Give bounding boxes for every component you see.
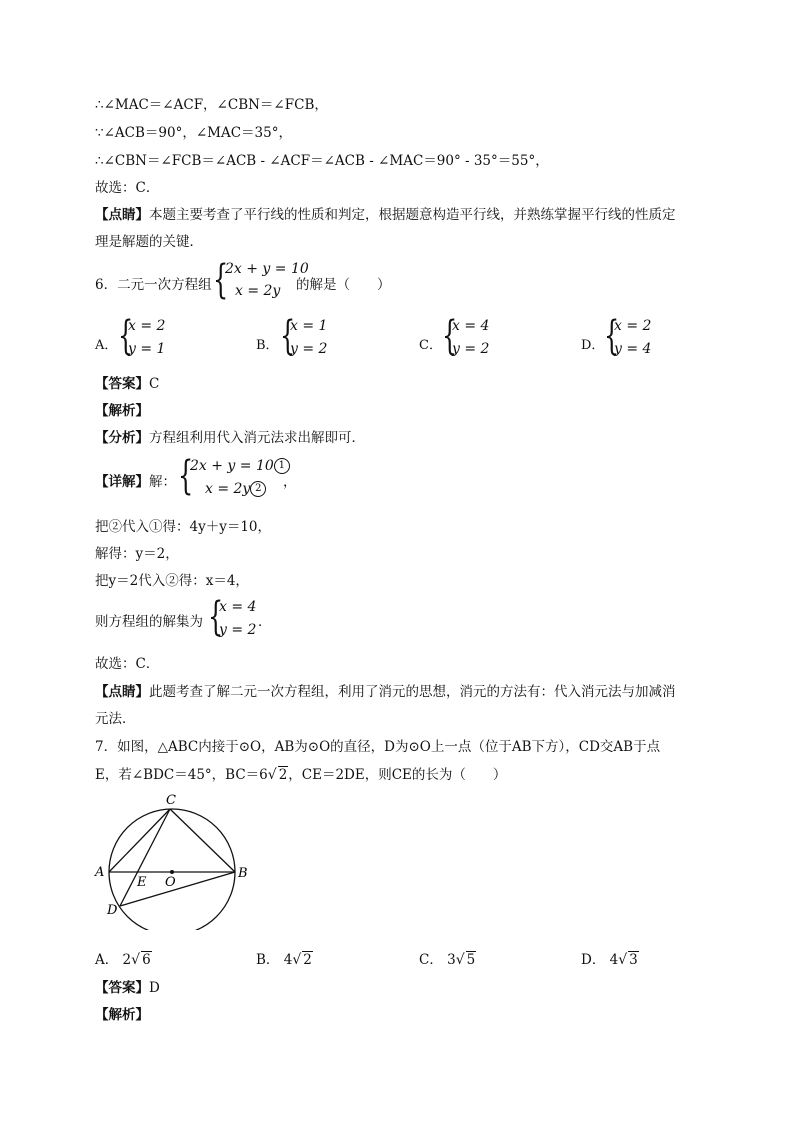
q7-option-d-coef: 4	[609, 952, 619, 968]
q7-option-c-coef: 3	[447, 952, 456, 968]
q6-option-a-r1: x = 2	[128, 318, 166, 334]
q7-analysis-tag: 【解析】	[95, 1007, 149, 1023]
q6-step-1: 把②代入①得：4y＋y＝10，	[95, 519, 272, 535]
q6-step-5: 故选：C．	[95, 656, 160, 672]
q7-option-d-radicand: 3	[629, 952, 638, 968]
q6-fenxi-text: 方程组利用代入消元法求出解即可．	[149, 430, 365, 446]
q7-answer-line	[95, 978, 160, 998]
q6-analysis-tag: 【解析】	[95, 403, 149, 419]
q6-comment-text: 此题考查了解二元一次方程组，利用了消元的思想，消元的方法有：代入消元法与加减消	[149, 684, 676, 700]
q6-xiangjie-prefix: 解：	[149, 474, 176, 490]
q7-option-a-radicand: 6	[142, 952, 151, 968]
q6-option-b-brace: {	[280, 313, 296, 359]
q6-option-a-label[interactable]: A．	[95, 338, 118, 353]
q7-option-d[interactable]	[581, 948, 639, 968]
q7-option-d-label: D．	[581, 952, 606, 968]
q6-option-c-r1: x = 4	[452, 318, 490, 334]
q6-option-c-brace: {	[442, 313, 458, 359]
label-c: C	[166, 793, 176, 808]
q6-option-b-r1: x = 1	[290, 318, 328, 334]
sqrt-symbol-icon: √	[618, 952, 628, 968]
solution-line-1: ∴∠MAC＝∠ACF，∠CBN＝∠FCB，	[95, 97, 328, 113]
center-point	[170, 870, 174, 874]
q7-option-b-radicand: 2	[303, 952, 312, 968]
q6-option-d-r1: x = 2	[614, 318, 652, 334]
q6-fenxi-line	[95, 428, 365, 448]
circle-o	[109, 809, 235, 930]
segment-cd	[120, 809, 170, 906]
q6-solution-r2: y = 2	[219, 622, 257, 638]
comment-line-1	[95, 205, 676, 225]
circled-two-icon: 2	[250, 481, 266, 497]
q7-option-b-label: B．	[256, 952, 280, 968]
q7-stem-part-a: E，若∠BDC＝45°，BC＝6	[95, 767, 268, 783]
label-o: O	[165, 875, 176, 890]
label-d: D	[107, 903, 118, 918]
q6-comment-line-1	[95, 682, 676, 702]
q6-eq1: 2x + y = 10	[225, 261, 309, 277]
q6-fenxi-tag: 【分析】	[95, 430, 149, 446]
solution-line-3: ∴∠CBN＝∠FCB＝∠ACB - ∠ACF＝∠ACB - ∠MAC＝90° - 35°＝55°，	[95, 153, 549, 169]
q7-stem-radicand: 2	[278, 767, 288, 783]
label-b: B	[238, 866, 248, 881]
q6-solution-r1: x = 4	[219, 599, 257, 615]
q6-option-d-label[interactable]: D．	[581, 338, 605, 353]
q7-answer-tag: 【答案】	[95, 980, 149, 996]
q6-step-2: 解得：y＝2，	[95, 546, 179, 562]
sqrt-symbol-icon: √	[455, 952, 465, 968]
q6-option-c-label[interactable]: C．	[419, 338, 442, 353]
q6-option-a-r2: y = 1	[128, 341, 166, 357]
sqrt-symbol-icon: √	[267, 767, 277, 783]
q6-answer-tag: 【答案】	[95, 376, 149, 392]
segment-cb	[170, 809, 235, 872]
q6-step-3: 把y＝2代入②得：x＝4，	[95, 573, 249, 589]
q7-stem-line-1: 7．如图，△ABC内接于⊙O，AB为⊙O的直径，D为⊙O上一点（位于AB下方），CD交AB于点	[95, 739, 661, 755]
q6-comment-line-2: 元法．	[95, 711, 136, 727]
q6-suffix: 的解是（ ）	[296, 277, 391, 293]
q6-eq2: x = 2y	[235, 283, 281, 299]
q6-detail-eq1	[190, 458, 290, 474]
sqrt-symbol-icon: √	[131, 952, 141, 968]
comment-tag: 【点睛】	[95, 207, 149, 223]
q6-answer: C	[149, 376, 160, 392]
q7-figure	[90, 790, 270, 930]
q7-option-b[interactable]	[256, 948, 313, 968]
solution-line-2: ∵∠ACB＝90°，∠MAC＝35°，	[95, 125, 292, 141]
q6-option-d-brace: {	[604, 313, 620, 359]
q7-stem-part-b: ，CE＝2DE，则CE的长为（ ）	[288, 767, 507, 783]
sqrt-symbol-icon: √	[292, 952, 302, 968]
q6-detail-eq2-text: x = 2y	[205, 481, 251, 497]
q7-answer: D	[149, 980, 160, 996]
q6-option-c-r2: y = 2	[452, 341, 490, 357]
q6-step-4-prefix: 则方程组的解集为	[95, 614, 203, 630]
label-a: A	[95, 865, 105, 880]
q6-prefix: 6．二元一次方程组	[95, 277, 212, 293]
q7-stem-line-2	[95, 765, 506, 785]
q7-option-c[interactable]	[419, 948, 476, 968]
q6-solution-brace: {	[208, 594, 224, 640]
q7-option-b-coef: 4	[283, 952, 293, 968]
q7-option-a-coef: 2	[122, 952, 132, 968]
comment-text: 本题主要考查了平行线的性质和判定，根据题意构造平行线，并熟练掌握平行线的性质定	[149, 207, 676, 223]
q6-option-b-r2: y = 2	[290, 341, 328, 357]
q6-brace: {	[213, 257, 229, 303]
q6-step-4-suffix: ．	[258, 614, 272, 630]
q6-comment-tag: 【点睛】	[95, 684, 149, 700]
q7-option-c-label: C．	[419, 952, 443, 968]
q6-xiangjie-line	[95, 472, 176, 492]
comment-line-2: 理是解题的关键．	[95, 234, 203, 250]
q6-detail-suffix: ，	[283, 474, 297, 490]
q6-option-d-r2: y = 4	[614, 341, 652, 357]
circled-one-icon: 1	[274, 458, 290, 474]
q6-answer-line	[95, 374, 159, 394]
q7-option-c-radicand: 5	[466, 952, 476, 968]
q6-detail-eq1-text: 2x + y = 10	[190, 458, 274, 474]
q6-detail-eq2	[205, 481, 266, 497]
label-e: E	[137, 875, 147, 890]
q6-detail-brace: {	[178, 453, 194, 499]
q7-option-a-label: A．	[95, 952, 119, 968]
choice-line: 故选：C．	[95, 180, 160, 196]
q7-option-a[interactable]	[95, 948, 152, 968]
q6-xiangjie-tag: 【详解】	[95, 474, 149, 490]
q6-option-a-brace: {	[118, 313, 134, 359]
q6-option-b-label[interactable]: B．	[256, 338, 279, 353]
